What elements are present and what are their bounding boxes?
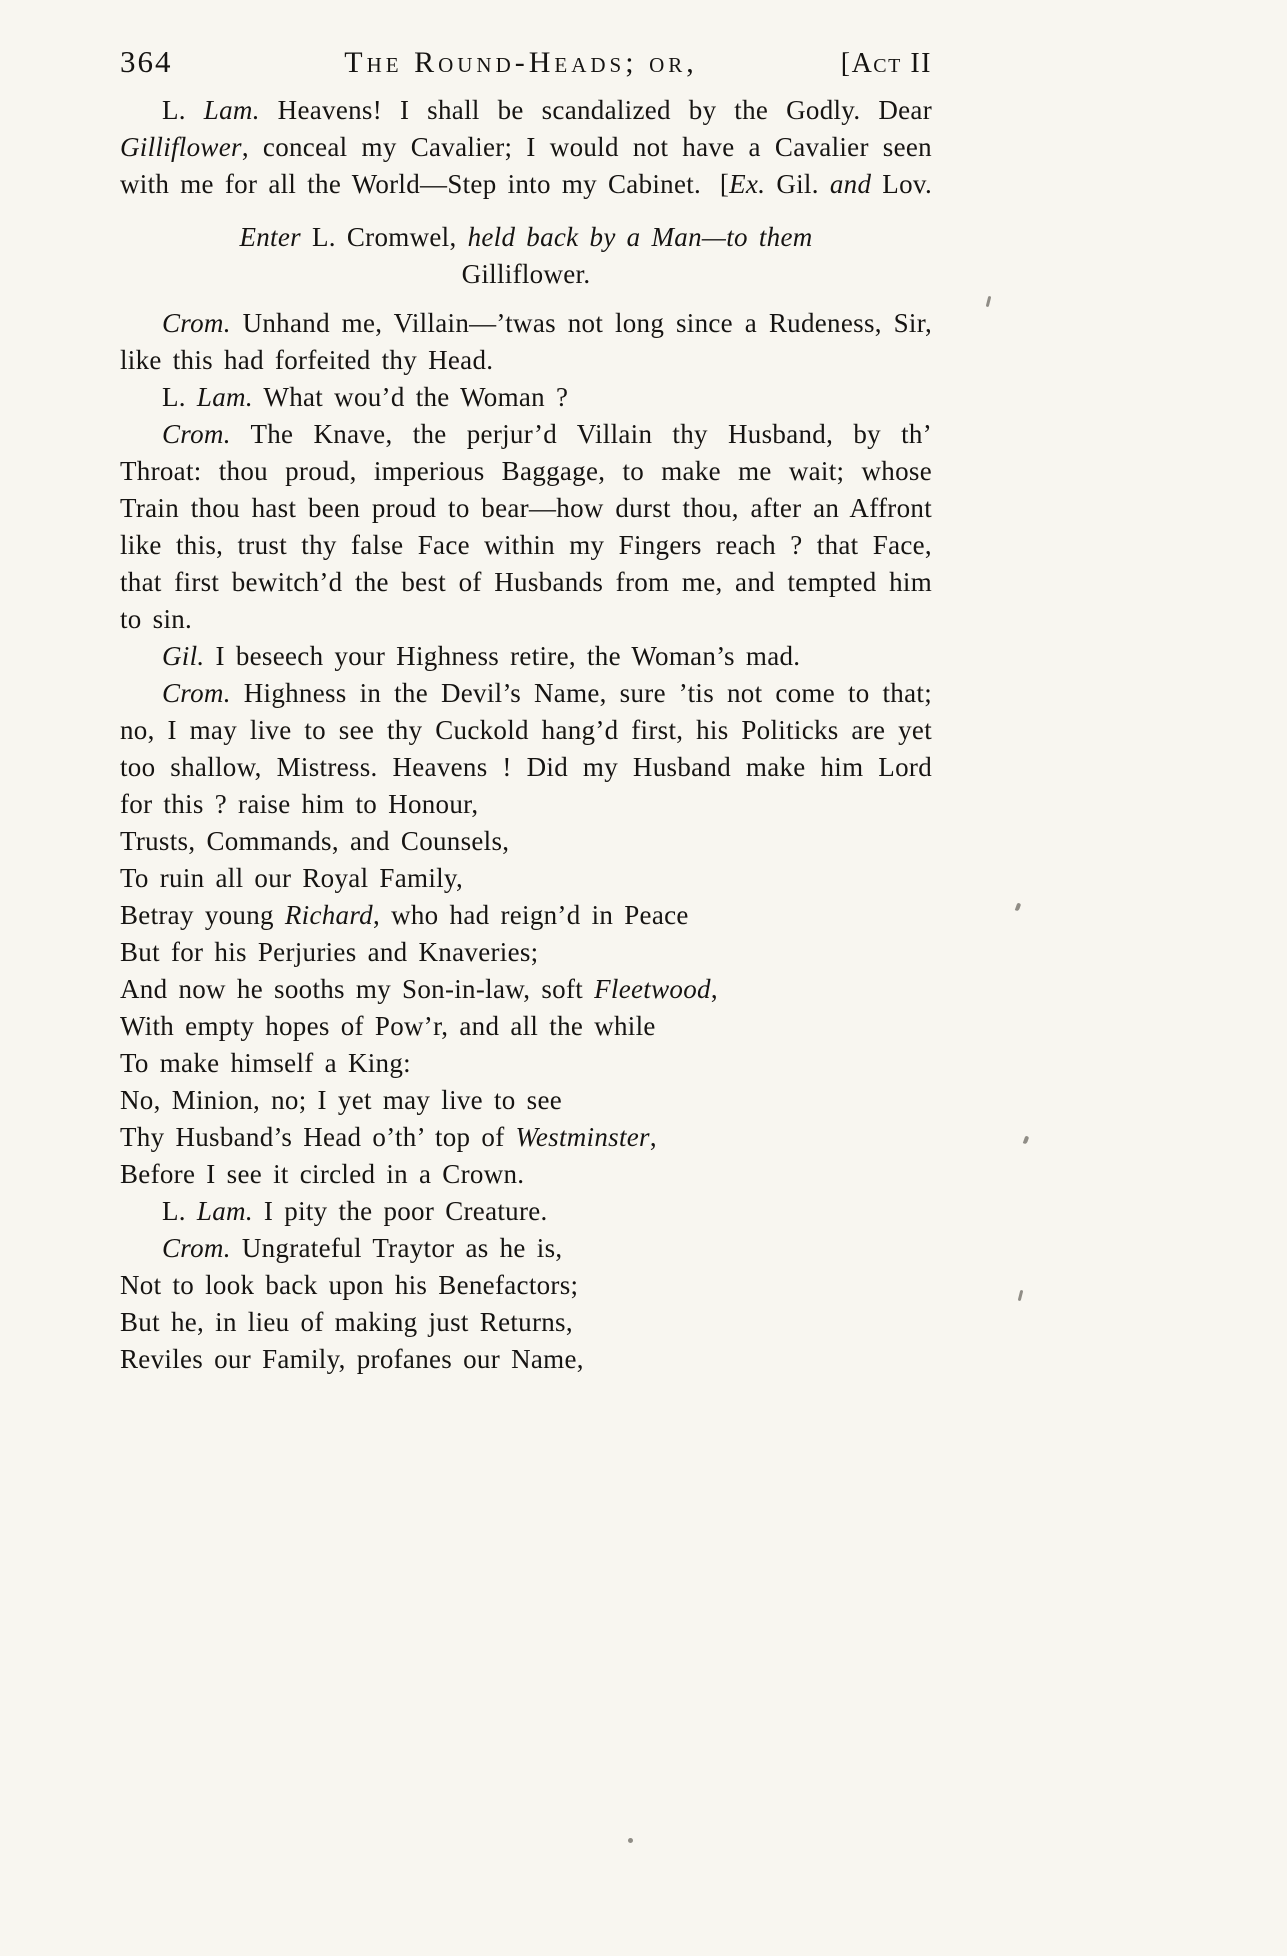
- text-run: Betray young: [120, 900, 285, 930]
- scan-artifact: [628, 1838, 633, 1843]
- running-title: The Round-Heads; or,: [344, 46, 698, 79]
- verse-line: [120, 823, 932, 860]
- italic-text-run: Gilliflower: [120, 132, 242, 162]
- italic-text-run: Richard: [284, 900, 373, 930]
- text-run: Gilliflower.: [461, 259, 591, 289]
- italic-text-run: Lam.: [196, 1196, 253, 1226]
- body-text: [120, 92, 932, 1378]
- text-block: [120, 44, 932, 1378]
- text-run: L.: [162, 95, 204, 125]
- text-run: To ruin all our Royal Family,: [120, 863, 464, 893]
- italic-text-run: Fleetwood: [594, 974, 711, 1004]
- speech-l-lam-2: [120, 379, 932, 416]
- italic-text-run: Westminster: [515, 1122, 650, 1152]
- italic-text-run: Crom.: [162, 419, 231, 449]
- text-run: Before I see it circled in a Crown.: [120, 1159, 525, 1189]
- verse-line: [120, 1119, 932, 1156]
- italic-text-run: Ex.: [729, 169, 766, 199]
- italic-text-run: Lam.: [203, 95, 260, 125]
- verse-line: [120, 1156, 932, 1193]
- verse-line: [120, 1304, 932, 1341]
- text-run: , conceal my Cavalier; I would not have a Cavalier seen with me for all the World—Step into my Cabinet.: [120, 132, 932, 199]
- scan-artifact: [1018, 1290, 1024, 1301]
- crom-verse-2: [120, 1267, 932, 1378]
- italic-text-run: Crom.: [162, 678, 231, 708]
- italic-text-run: Lam.: [196, 382, 253, 412]
- text-run: With empty hopes of Pow’r, and all the while: [120, 1011, 656, 1041]
- text-run: Thy Husband’s Head o’th’ top of: [120, 1122, 516, 1152]
- text-run: But for his Perjuries and Knaveries;: [120, 937, 539, 967]
- text-run: Unhand me, Villain—’twas not long since a Rudeness, Sir, like this had forfeited thy Head.: [120, 308, 932, 375]
- text-run: And now he sooths my Son-in-law, soft: [120, 974, 595, 1004]
- speech-crom-3: [120, 675, 932, 823]
- text-run: L. Cromwel,: [311, 222, 468, 252]
- speech-crom-1: [120, 305, 932, 379]
- scan-artifact: [1015, 903, 1021, 912]
- text-run: ,: [710, 974, 718, 1004]
- italic-text-run: and: [829, 169, 872, 199]
- verse-line: [120, 897, 932, 934]
- stage-direction: [120, 219, 932, 293]
- verse-line: [120, 971, 932, 1008]
- text-run: I pity the poor Creature.: [252, 1196, 548, 1226]
- speech-crom-4: [120, 1230, 932, 1267]
- text-run: No, Minion, no; I yet may live to see: [120, 1085, 563, 1115]
- verse-line: [120, 1341, 932, 1378]
- crom-verse-1: [120, 823, 932, 1193]
- text-run: What wou’d the Woman ?: [252, 382, 569, 412]
- text-run: [: [719, 169, 730, 199]
- verse-line: [120, 1267, 932, 1304]
- text-run: But he, in lieu of making just Returns,: [120, 1307, 573, 1337]
- text-run: The Knave, the perjur’d Villain thy Husband, by th’ Throat: thou proud, imperious Baggage, to make me wait; whose Train thou hast been proud to bear—how durst thou, after an Affront like this, trust thy false Face within my Fingers reach ? that Face, that first bewitch’d the best of Husbands from me, and tempted him to sin.: [120, 419, 932, 634]
- speech-gil-1: [120, 638, 932, 675]
- text-run: Highness in the Devil’s Name, sure ’tis not come to that; no, I may live to see thy Cuckold hang’d first, his Politicks are yet too shallow, Mistress. Heavens ! Did my Husband make him Lord for this ? raise him to Honour,: [120, 678, 932, 819]
- text-run: L.: [162, 1196, 197, 1226]
- text-run: Gil.: [765, 169, 830, 199]
- text-run: Trusts, Commands, and Counsels,: [120, 826, 510, 856]
- text-run: To make himself a King:: [120, 1048, 411, 1078]
- text-run: L.: [162, 382, 197, 412]
- text-run: Ungrateful Traytor as he is,: [230, 1233, 563, 1263]
- scan-artifact: [986, 296, 992, 307]
- verse-line: [120, 1082, 932, 1119]
- text-run: Lov.: [871, 169, 932, 199]
- text-run: Reviles our Family, profanes our Name,: [120, 1344, 584, 1374]
- speech-crom-2: [120, 416, 932, 638]
- text-run: Not to look back upon his Benefactors;: [120, 1270, 579, 1300]
- verse-line: [120, 1008, 932, 1045]
- verse-line: [120, 934, 932, 971]
- italic-text-run: Enter: [239, 222, 312, 252]
- text-run: Heavens! I shall be scandalized by the Godly. Dear: [259, 95, 932, 125]
- italic-text-run: held back by a Man—to them: [467, 222, 813, 252]
- running-header: [120, 44, 932, 80]
- verse-line: [120, 860, 932, 897]
- scan-artifact: [1023, 1136, 1029, 1145]
- italic-text-run: Gil.: [162, 641, 205, 671]
- speech-l-lam-3: [120, 1193, 932, 1230]
- italic-text-run: Crom.: [162, 308, 231, 338]
- text-run: I beseech your Highness retire, the Woman’s mad.: [204, 641, 801, 671]
- page-number: 364: [120, 44, 173, 79]
- text-run: , who had reign’d in Peace: [372, 900, 689, 930]
- italic-text-run: Crom.: [162, 1233, 231, 1263]
- act-label: [Act II: [840, 48, 932, 79]
- text-run: ,: [649, 1122, 657, 1152]
- verse-line: [120, 1045, 932, 1082]
